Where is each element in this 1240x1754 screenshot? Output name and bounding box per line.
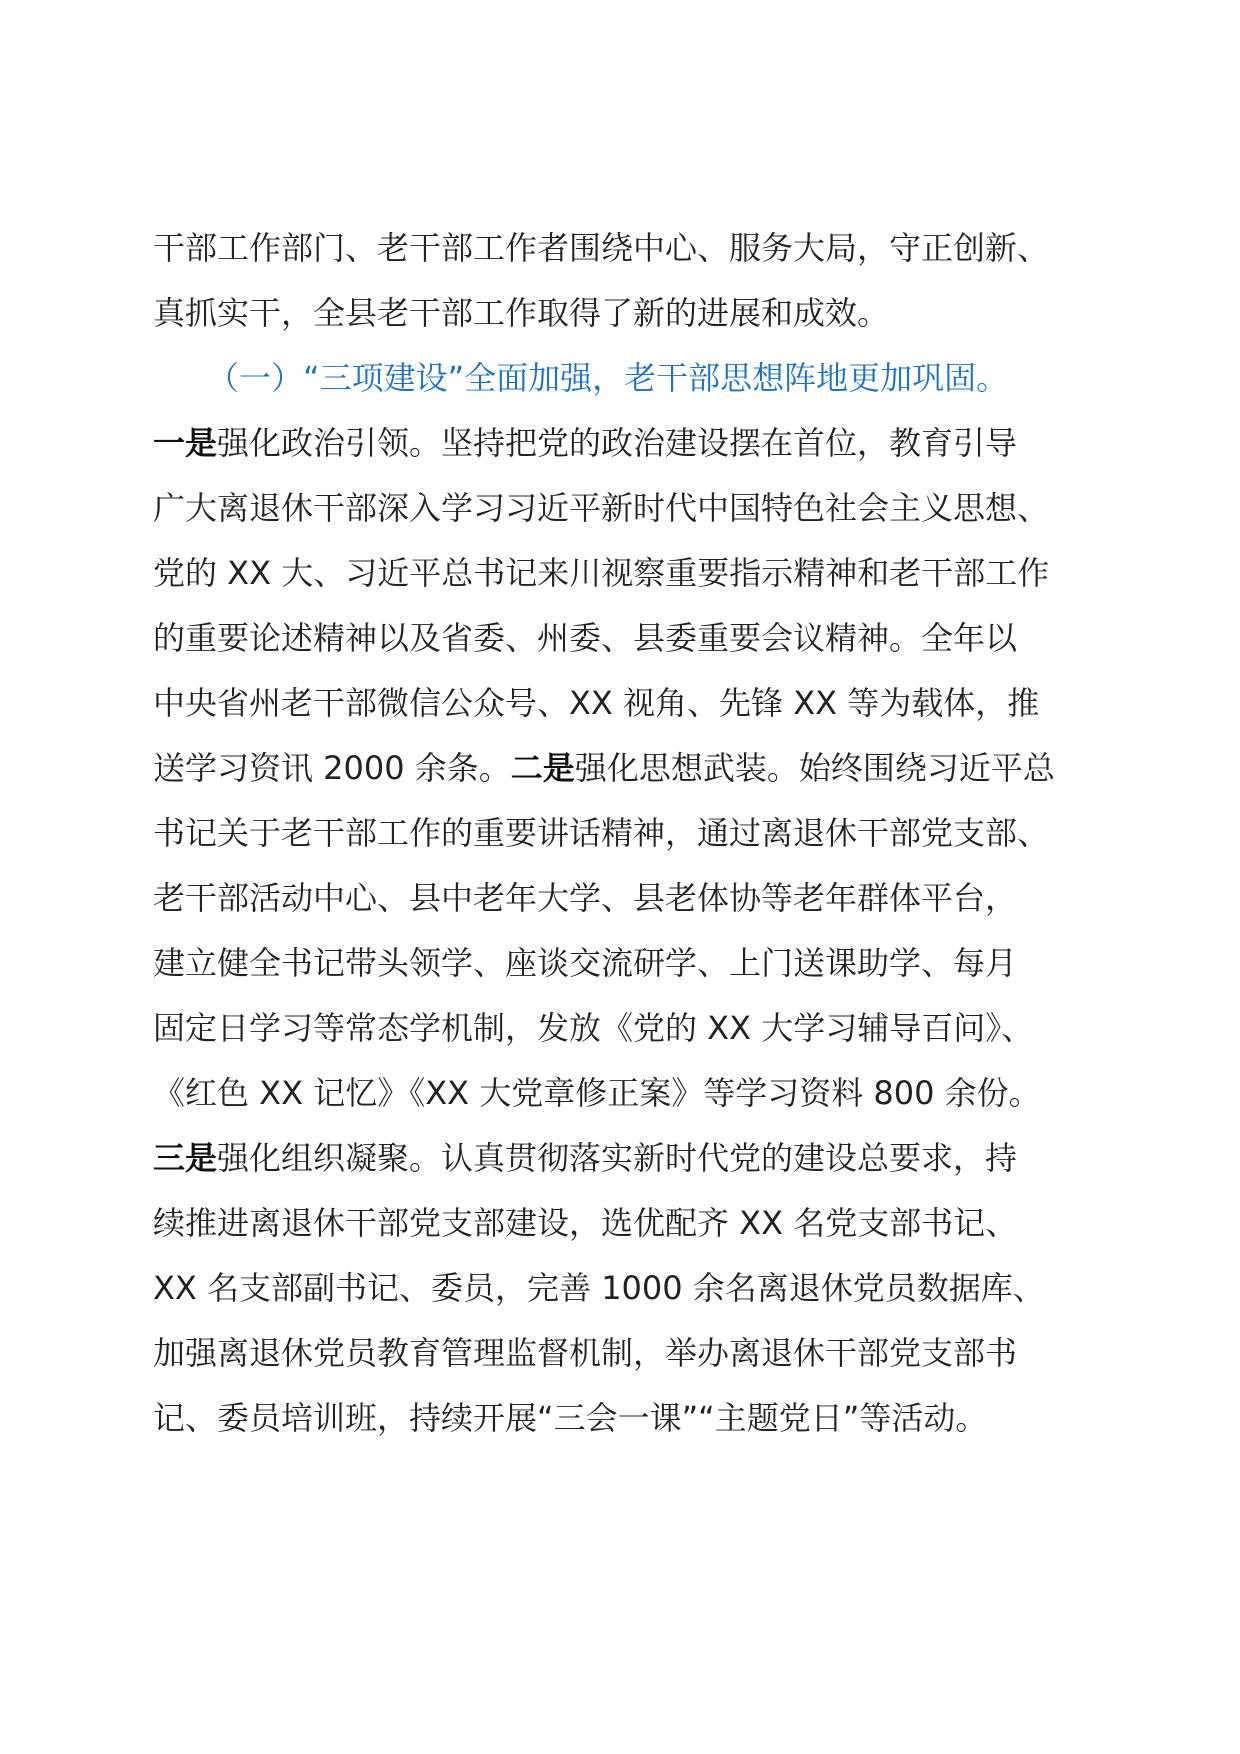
paragraph-line: 续推进离退休干部党支部建设，选优配齐 XX 名党支部书记、: [153, 1204, 1018, 1242]
document-body: [153, 216, 1113, 1451]
intro-line-2: 真抓实干，全县老干部工作取得了新的进展和成效。: [153, 294, 890, 332]
paragraph-line: 老干部活动中心、县中老年大学、县老体协等老年群体平台，: [153, 879, 1018, 917]
paragraph-text: 强化组织凝聚。认真贯彻落实新时代党的建设总要求，持: [217, 1139, 1018, 1177]
paragraph-line: 《红色 XX 记忆》《XX 大党章修正案》等学习资料 800 余份。: [153, 1074, 1041, 1112]
paragraph-line: 加强离退休党员教育管理监督机制，举办离退休干部党支部书: [153, 1334, 1018, 1372]
paragraph-line: 记、委员培训班，持续开展“三会一课”“主题党日”等活动。: [153, 1399, 988, 1437]
paragraph-line: 书记关于老干部工作的重要讲话精神，通过离退休干部党支部、: [153, 814, 1050, 852]
item-label-1: 一是: [153, 424, 218, 462]
paragraph-line: 中央省州老干部微信公众号、XX 视角、先锋 XX 等为载体，推: [153, 684, 1040, 722]
paragraph-line: 固定日学习等常态学机制，发放《党的 XX 大学习辅导百问》、: [153, 1009, 1034, 1047]
paragraph-text: 强化政治引领。坚持把党的政治建设摆在首位，教育引导: [217, 424, 1018, 462]
intro-line-1: 干部工作部门、老干部工作者围绕中心、服务大局，守正创新、: [153, 229, 1050, 267]
paragraph-line: 的重要论述精神以及省委、州委、县委重要会议精神。全年以: [153, 619, 1018, 657]
section-heading: （一）“三项建设”全面加强，老干部思想阵地更加巩固。: [207, 359, 1009, 397]
paragraph-line: 党的 XX 大、习近平总书记来川视察重要指示精神和老干部工作: [153, 554, 1050, 592]
paragraph-line: [153, 411, 1113, 476]
paragraph-line: XX 名支部副书记、委员，完善 1000 余名离退休党员数据库、: [153, 1269, 1045, 1307]
paragraph-line: [153, 1126, 1113, 1191]
paragraph-line: 广大离退休干部深入学习习近平新时代中国特色社会主义思想、: [153, 489, 1050, 527]
paragraph-text: 送学习资讯 2000 余条。: [153, 749, 511, 787]
paragraph-text: 强化思想武装。始终围绕习近平总: [574, 749, 1055, 787]
item-label-3: 三是: [153, 1139, 218, 1177]
paragraph-line: 建立健全书记带头领学、座谈交流研学、上门送课助学、每月: [153, 944, 1018, 982]
item-label-2: 二是: [510, 749, 575, 787]
paragraph-line: [153, 736, 1113, 801]
